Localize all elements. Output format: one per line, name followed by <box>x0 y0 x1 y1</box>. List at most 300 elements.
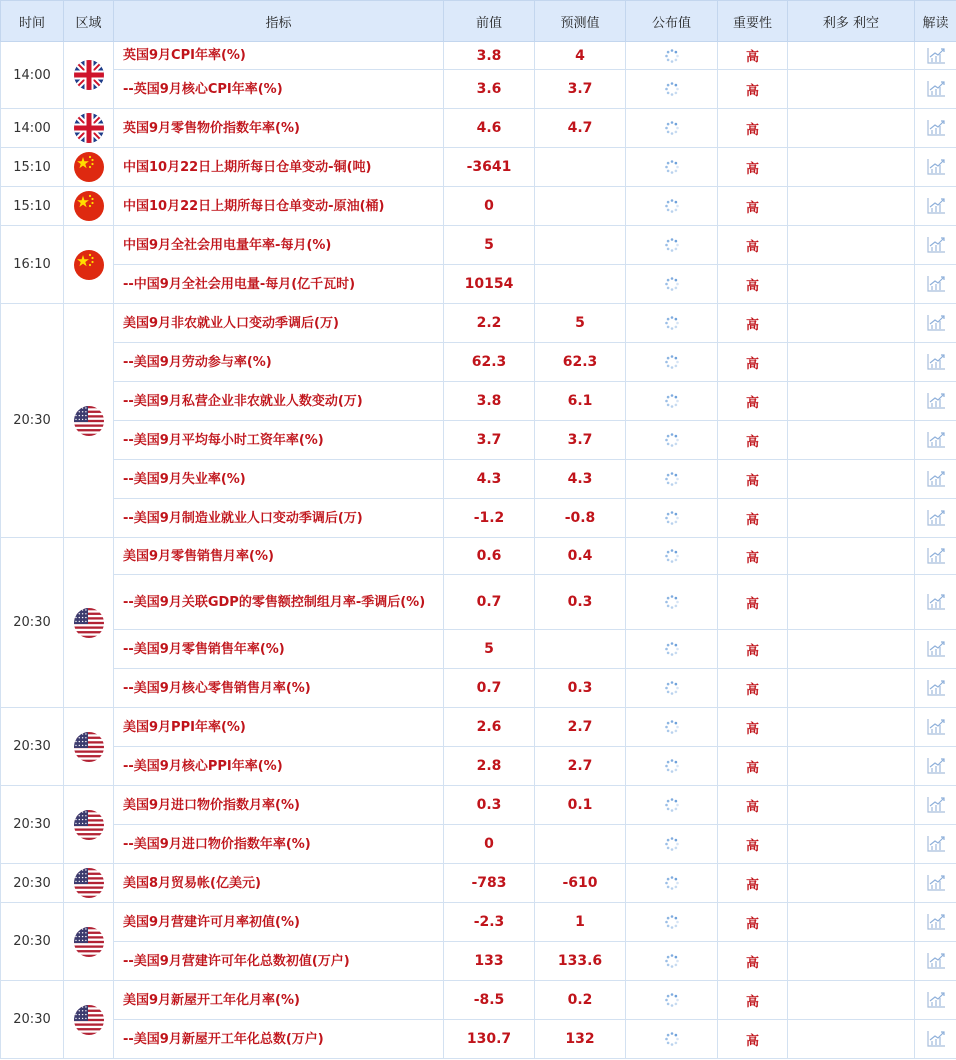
loading-spinner-icon <box>664 510 680 526</box>
us-flag-icon <box>74 927 104 957</box>
table-row <box>1 382 956 421</box>
interpret-cell <box>915 575 956 630</box>
us-flag-icon <box>74 1005 104 1035</box>
chart-analysis-icon[interactable] <box>926 80 946 98</box>
impact-cell <box>788 187 915 226</box>
table-row <box>1 499 956 538</box>
region-cell <box>64 981 114 1059</box>
importance-level: 高 <box>718 304 788 343</box>
forecast-value: 0.3 <box>535 575 626 630</box>
previous-value: 133 <box>444 942 535 981</box>
impact-cell <box>788 460 915 499</box>
chart-analysis-icon[interactable] <box>926 593 946 611</box>
table-row <box>1 460 956 499</box>
forecast-value: 6.1 <box>535 382 626 421</box>
interpret-cell <box>915 460 956 499</box>
time-cell: 20:30 <box>1 538 64 708</box>
previous-value: 62.3 <box>444 343 535 382</box>
interpret-cell <box>915 942 956 981</box>
previous-value: 4.3 <box>444 460 535 499</box>
china-flag-icon <box>74 250 104 280</box>
previous-value: -1.2 <box>444 499 535 538</box>
region-cell <box>64 708 114 786</box>
previous-value: 0.3 <box>444 786 535 825</box>
impact-cell <box>788 708 915 747</box>
indicator-name: 美国9月新屋开工年化月率(%) <box>114 981 444 1020</box>
indicator-name: --美国9月私营企业非农就业人数变动(万) <box>114 382 444 421</box>
actual-value <box>626 343 718 382</box>
forecast-value: 0.3 <box>535 669 626 708</box>
interpret-cell <box>915 747 956 786</box>
impact-cell <box>788 669 915 708</box>
impact-cell <box>788 421 915 460</box>
loading-spinner-icon <box>664 594 680 610</box>
table-row <box>1 1020 956 1059</box>
forecast-value: 1 <box>535 903 626 942</box>
header-importance: 重要性 <box>718 1 788 42</box>
chart-analysis-icon[interactable] <box>926 197 946 215</box>
interpret-cell <box>915 148 956 187</box>
china-flag-icon <box>74 191 104 221</box>
impact-cell <box>788 903 915 942</box>
indicator-name: --美国9月劳动参与率(%) <box>114 343 444 382</box>
previous-value: 2.6 <box>444 708 535 747</box>
actual-value <box>626 421 718 460</box>
chart-analysis-icon[interactable] <box>926 796 946 814</box>
forecast-value: 4.3 <box>535 460 626 499</box>
indicator-name: --中国9月全社会用电量-每月(亿千瓦时) <box>114 265 444 304</box>
forecast-value: -610 <box>535 864 626 903</box>
actual-value <box>626 708 718 747</box>
impact-cell <box>788 42 915 70</box>
interpret-cell <box>915 1020 956 1059</box>
chart-analysis-icon[interactable] <box>926 679 946 697</box>
impact-cell <box>788 499 915 538</box>
indicator-name: 英国9月零售物价指数年率(%) <box>114 109 444 148</box>
region-cell <box>64 538 114 708</box>
loading-spinner-icon <box>664 48 680 64</box>
importance-level: 高 <box>718 942 788 981</box>
previous-value: 5 <box>444 226 535 265</box>
forecast-value: 3.7 <box>535 70 626 109</box>
importance-level: 高 <box>718 421 788 460</box>
previous-value: 4.6 <box>444 109 535 148</box>
loading-spinner-icon <box>664 159 680 175</box>
impact-cell <box>788 343 915 382</box>
indicator-name: 美国8月贸易帐(亿美元) <box>114 864 444 903</box>
loading-spinner-icon <box>664 797 680 813</box>
importance-level: 高 <box>718 42 788 70</box>
time-cell: 14:00 <box>1 42 64 109</box>
actual-value <box>626 499 718 538</box>
importance-level: 高 <box>718 630 788 669</box>
loading-spinner-icon <box>664 432 680 448</box>
importance-level: 高 <box>718 864 788 903</box>
indicator-name: 中国10月22日上期所每日仓单变动-铜(吨) <box>114 148 444 187</box>
header-impact: 利多 利空 <box>788 1 915 42</box>
forecast-value <box>535 630 626 669</box>
forecast-value <box>535 148 626 187</box>
table-body <box>1 42 956 1059</box>
region-cell <box>64 864 114 903</box>
importance-level: 高 <box>718 226 788 265</box>
loading-spinner-icon <box>664 81 680 97</box>
previous-value: 0.7 <box>444 669 535 708</box>
previous-value: -783 <box>444 864 535 903</box>
indicator-name: 中国10月22日上期所每日仓单变动-原油(桶) <box>114 187 444 226</box>
actual-value <box>626 575 718 630</box>
forecast-value: 4 <box>535 42 626 70</box>
interpret-cell <box>915 981 956 1020</box>
us-flag-icon <box>74 810 104 840</box>
table-row <box>1 343 956 382</box>
previous-value: 0 <box>444 825 535 864</box>
importance-level: 高 <box>718 109 788 148</box>
chart-analysis-icon[interactable] <box>926 314 946 332</box>
time-cell: 15:10 <box>1 148 64 187</box>
interpret-cell <box>915 304 956 343</box>
impact-cell <box>788 265 915 304</box>
actual-value <box>626 747 718 786</box>
table-row <box>1 187 956 226</box>
chart-analysis-icon[interactable] <box>926 835 946 853</box>
loading-spinner-icon <box>664 315 680 331</box>
actual-value <box>626 70 718 109</box>
importance-level: 高 <box>718 538 788 575</box>
importance-level: 高 <box>718 825 788 864</box>
interpret-cell <box>915 382 956 421</box>
table-row <box>1 538 956 575</box>
forecast-value: 133.6 <box>535 942 626 981</box>
importance-level: 高 <box>718 903 788 942</box>
indicator-name: 英国9月CPI年率(%) <box>114 42 444 70</box>
header-region: 区域 <box>64 1 114 42</box>
previous-value: 2.8 <box>444 747 535 786</box>
interpret-cell <box>915 343 956 382</box>
previous-value: 0 <box>444 187 535 226</box>
time-cell: 20:30 <box>1 304 64 538</box>
chart-analysis-icon[interactable] <box>926 913 946 931</box>
indicator-name: --美国9月核心PPI年率(%) <box>114 747 444 786</box>
forecast-value: 0.2 <box>535 981 626 1020</box>
impact-cell <box>788 1020 915 1059</box>
interpret-cell <box>915 708 956 747</box>
chart-analysis-icon[interactable] <box>926 640 946 658</box>
actual-value <box>626 1020 718 1059</box>
chart-analysis-icon[interactable] <box>926 275 946 293</box>
header-interpret: 解读 <box>915 1 956 42</box>
actual-value <box>626 981 718 1020</box>
loading-spinner-icon <box>664 836 680 852</box>
region-cell <box>64 903 114 981</box>
chart-analysis-icon[interactable] <box>926 236 946 254</box>
china-flag-icon <box>74 152 104 182</box>
table-row <box>1 825 956 864</box>
previous-value: 3.6 <box>444 70 535 109</box>
table-row <box>1 864 956 903</box>
loading-spinner-icon <box>664 680 680 696</box>
interpret-cell <box>915 42 956 70</box>
importance-level: 高 <box>718 1020 788 1059</box>
forecast-value <box>535 825 626 864</box>
actual-value <box>626 786 718 825</box>
us-flag-icon <box>74 732 104 762</box>
indicator-name: --美国9月新屋开工年化总数(万户) <box>114 1020 444 1059</box>
time-cell: 14:00 <box>1 109 64 148</box>
interpret-cell <box>915 825 956 864</box>
loading-spinner-icon <box>664 198 680 214</box>
previous-value: 3.8 <box>444 42 535 70</box>
chart-analysis-icon[interactable] <box>926 392 946 410</box>
importance-level: 高 <box>718 575 788 630</box>
time-cell: 20:30 <box>1 786 64 864</box>
table-row <box>1 575 956 630</box>
actual-value <box>626 825 718 864</box>
interpret-cell <box>915 226 956 265</box>
chart-analysis-icon[interactable] <box>926 718 946 736</box>
indicator-name: --美国9月关联GDP的零售额控制组月率-季调后(%) <box>114 575 444 630</box>
loading-spinner-icon <box>664 914 680 930</box>
region-cell <box>64 304 114 538</box>
indicator-name: 美国9月非农就业人口变动季调后(万) <box>114 304 444 343</box>
interpret-cell <box>915 187 956 226</box>
impact-cell <box>788 382 915 421</box>
region-cell <box>64 148 114 187</box>
table-row <box>1 265 956 304</box>
header-forecast: 预测值 <box>535 1 626 42</box>
indicator-name: 中国9月全社会用电量年率-每月(%) <box>114 226 444 265</box>
region-cell <box>64 42 114 109</box>
interpret-cell <box>915 70 956 109</box>
importance-level: 高 <box>718 786 788 825</box>
loading-spinner-icon <box>664 1031 680 1047</box>
chart-analysis-icon[interactable] <box>926 509 946 527</box>
uk-flag-icon <box>74 60 104 90</box>
forecast-value: 3.7 <box>535 421 626 460</box>
impact-cell <box>788 747 915 786</box>
importance-level: 高 <box>718 747 788 786</box>
header-actual: 公布值 <box>626 1 718 42</box>
interpret-cell <box>915 499 956 538</box>
importance-level: 高 <box>718 265 788 304</box>
table-row <box>1 42 956 70</box>
importance-level: 高 <box>718 70 788 109</box>
previous-value: 3.8 <box>444 382 535 421</box>
forecast-value: 2.7 <box>535 708 626 747</box>
actual-value <box>626 42 718 70</box>
us-flag-icon <box>74 406 104 436</box>
interpret-cell <box>915 109 956 148</box>
header-time: 时间 <box>1 1 64 42</box>
table-row <box>1 421 956 460</box>
loading-spinner-icon <box>664 120 680 136</box>
table-row <box>1 70 956 109</box>
indicator-name: --美国9月失业率(%) <box>114 460 444 499</box>
impact-cell <box>788 825 915 864</box>
chart-analysis-icon[interactable] <box>926 158 946 176</box>
actual-value <box>626 304 718 343</box>
previous-value: 10154 <box>444 265 535 304</box>
loading-spinner-icon <box>664 992 680 1008</box>
forecast-value: 132 <box>535 1020 626 1059</box>
us-flag-icon <box>74 608 104 638</box>
impact-cell <box>788 148 915 187</box>
header-previous: 前值 <box>444 1 535 42</box>
forecast-value: 62.3 <box>535 343 626 382</box>
previous-value: 0.7 <box>444 575 535 630</box>
impact-cell <box>788 630 915 669</box>
importance-level: 高 <box>718 981 788 1020</box>
table-row <box>1 148 956 187</box>
interpret-cell <box>915 864 956 903</box>
table-row <box>1 109 956 148</box>
chart-analysis-icon[interactable] <box>926 353 946 371</box>
indicator-name: --美国9月零售销售年率(%) <box>114 630 444 669</box>
forecast-value <box>535 226 626 265</box>
actual-value <box>626 630 718 669</box>
importance-level: 高 <box>718 460 788 499</box>
chart-analysis-icon[interactable] <box>926 470 946 488</box>
importance-level: 高 <box>718 669 788 708</box>
loading-spinner-icon <box>664 471 680 487</box>
table-row <box>1 942 956 981</box>
time-cell: 20:30 <box>1 864 64 903</box>
header-row <box>1 1 956 42</box>
time-cell: 20:30 <box>1 903 64 981</box>
loading-spinner-icon <box>664 393 680 409</box>
forecast-value: 0.1 <box>535 786 626 825</box>
previous-value: 2.2 <box>444 304 535 343</box>
indicator-name: --美国9月核心零售销售月率(%) <box>114 669 444 708</box>
indicator-name: --英国9月核心CPI年率(%) <box>114 70 444 109</box>
previous-value: -3641 <box>444 148 535 187</box>
actual-value <box>626 864 718 903</box>
actual-value <box>626 109 718 148</box>
impact-cell <box>788 786 915 825</box>
actual-value <box>626 903 718 942</box>
indicator-name: --美国9月营建许可年化总数初值(万户) <box>114 942 444 981</box>
interpret-cell <box>915 421 956 460</box>
forecast-value: 0.4 <box>535 538 626 575</box>
forecast-value <box>535 265 626 304</box>
previous-value: -2.3 <box>444 903 535 942</box>
forecast-value: 5 <box>535 304 626 343</box>
table-row <box>1 708 956 747</box>
actual-value <box>626 148 718 187</box>
importance-level: 高 <box>718 382 788 421</box>
indicator-name: 美国9月进口物价指数月率(%) <box>114 786 444 825</box>
header-indicator: 指标 <box>114 1 444 42</box>
chart-analysis-icon[interactable] <box>926 991 946 1009</box>
chart-analysis-icon[interactable] <box>926 1030 946 1048</box>
loading-spinner-icon <box>664 875 680 891</box>
region-cell <box>64 786 114 864</box>
impact-cell <box>788 538 915 575</box>
actual-value <box>626 460 718 499</box>
actual-value <box>626 942 718 981</box>
table-row <box>1 630 956 669</box>
forecast-value: -0.8 <box>535 499 626 538</box>
indicator-name: --美国9月进口物价指数年率(%) <box>114 825 444 864</box>
loading-spinner-icon <box>664 719 680 735</box>
previous-value: 5 <box>444 630 535 669</box>
table-row <box>1 903 956 942</box>
chart-analysis-icon[interactable] <box>926 547 946 565</box>
interpret-cell <box>915 669 956 708</box>
importance-level: 高 <box>718 187 788 226</box>
actual-value <box>626 265 718 304</box>
uk-flag-icon <box>74 113 104 143</box>
actual-value <box>626 382 718 421</box>
indicator-name: --美国9月平均每小时工资年率(%) <box>114 421 444 460</box>
interpret-cell <box>915 786 956 825</box>
impact-cell <box>788 70 915 109</box>
interpret-cell <box>915 265 956 304</box>
interpret-cell <box>915 630 956 669</box>
table-row <box>1 669 956 708</box>
us-flag-icon <box>74 868 104 898</box>
impact-cell <box>788 864 915 903</box>
importance-level: 高 <box>718 343 788 382</box>
loading-spinner-icon <box>664 276 680 292</box>
chart-analysis-icon[interactable] <box>926 119 946 137</box>
indicator-name: 美国9月营建许可月率初值(%) <box>114 903 444 942</box>
time-cell: 20:30 <box>1 708 64 786</box>
table-row <box>1 786 956 825</box>
region-cell <box>64 187 114 226</box>
table-row <box>1 304 956 343</box>
previous-value: 130.7 <box>444 1020 535 1059</box>
time-cell: 15:10 <box>1 187 64 226</box>
loading-spinner-icon <box>664 354 680 370</box>
impact-cell <box>788 575 915 630</box>
table-row <box>1 226 956 265</box>
impact-cell <box>788 304 915 343</box>
previous-value: 0.6 <box>444 538 535 575</box>
table-row <box>1 747 956 786</box>
impact-cell <box>788 109 915 148</box>
chart-analysis-icon[interactable] <box>926 757 946 775</box>
time-cell: 16:10 <box>1 226 64 304</box>
loading-spinner-icon <box>664 758 680 774</box>
importance-level: 高 <box>718 148 788 187</box>
region-cell <box>64 226 114 304</box>
loading-spinner-icon <box>664 237 680 253</box>
actual-value <box>626 669 718 708</box>
impact-cell <box>788 981 915 1020</box>
indicator-name: 美国9月零售销售月率(%) <box>114 538 444 575</box>
region-cell <box>64 109 114 148</box>
chart-analysis-icon[interactable] <box>926 874 946 892</box>
impact-cell <box>788 226 915 265</box>
actual-value <box>626 187 718 226</box>
importance-level: 高 <box>718 499 788 538</box>
loading-spinner-icon <box>664 548 680 564</box>
forecast-value: 4.7 <box>535 109 626 148</box>
loading-spinner-icon <box>664 641 680 657</box>
chart-analysis-icon[interactable] <box>926 431 946 449</box>
indicator-name: --美国9月制造业就业人口变动季调后(万) <box>114 499 444 538</box>
chart-analysis-icon[interactable] <box>926 952 946 970</box>
interpret-cell <box>915 903 956 942</box>
impact-cell <box>788 942 915 981</box>
time-cell: 20:30 <box>1 981 64 1059</box>
previous-value: 3.7 <box>444 421 535 460</box>
forecast-value <box>535 187 626 226</box>
previous-value: -8.5 <box>444 981 535 1020</box>
forecast-value: 2.7 <box>535 747 626 786</box>
chart-analysis-icon[interactable] <box>926 47 946 65</box>
